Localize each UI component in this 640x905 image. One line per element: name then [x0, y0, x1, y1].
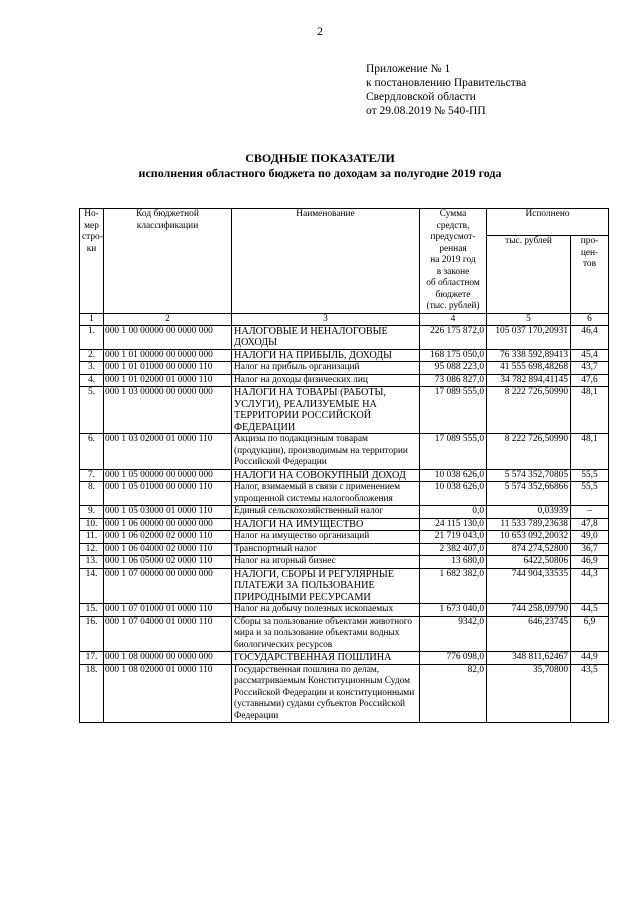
name-cell: НАЛОГИ НА ИМУЩЕСТВО [232, 518, 420, 531]
row-number-cell: 13. [80, 556, 104, 569]
executed-amount-cell: 646,23745 [487, 616, 571, 652]
header-name: Наименование [232, 209, 420, 314]
planned-amount-cell: 13 680,0 [420, 556, 487, 569]
code-cell: 000 1 07 01000 01 0000 110 [104, 604, 232, 617]
appendix-line: к постановлению Правительства [366, 77, 527, 89]
header-text: предусмот- [430, 232, 476, 242]
executed-amount-cell: 744 904,33535 [487, 568, 571, 604]
row-number-cell: 16. [80, 616, 104, 652]
header-executed-rubles: тыс. рублей [487, 236, 571, 313]
code-cell: 000 1 06 05000 02 0000 110 [104, 556, 232, 569]
table-row [80, 543, 609, 556]
planned-amount-cell: 82,0 [420, 664, 487, 723]
percent-cell: 44,9 [571, 652, 609, 665]
percent-cell: 6,9 [571, 616, 609, 652]
row-number-cell: 6. [80, 434, 104, 470]
percent-cell: 43,5 [571, 664, 609, 723]
executed-amount-cell: 41 555 698,48268 [487, 362, 571, 375]
name-cell: НАЛОГИ НА СОВОКУПНЫЙ ДОХОД [232, 469, 420, 482]
name-cell: Налог, взимаемый в связи с применением упрощенной системы налогообложения [232, 482, 420, 506]
percent-cell: 46,4 [571, 325, 609, 349]
code-cell: 000 1 06 00000 00 0000 000 [104, 518, 232, 531]
executed-amount-cell: 11 533 789,23638 [487, 518, 571, 531]
percent-cell: 55,5 [571, 482, 609, 506]
appendix-line: от 29.08.2019 № 540-ПП [366, 105, 486, 117]
header-text: мер [84, 220, 99, 231]
header-code [104, 209, 232, 314]
name-cell: Налог на прибыль организаций [232, 362, 420, 375]
percent-cell: 45,4 [571, 349, 609, 362]
name-cell: Сборы за пользование объектами животного мира и за пользование объектами водных биологических ресурсов [232, 616, 420, 652]
header-text: ренная [439, 243, 467, 254]
name-cell: Налог на добычу полезных ископаемых [232, 604, 420, 617]
percent-cell: 46,9 [571, 556, 609, 569]
name-cell: Налог на игорный бизнес [232, 556, 420, 569]
percent-cell: – [571, 506, 609, 519]
header-text: Код бюджетной [136, 209, 199, 219]
header-text: стро- [82, 232, 103, 242]
header-text: средств, [436, 220, 470, 231]
executed-amount-cell: 8 222 726,50990 [487, 387, 571, 434]
name-cell: Государственная пошлина по делам, рассматриваемым Конституционным Судом Российской Федерации и конституционными (уставными) судами субъектов Российской Федерации [232, 664, 420, 723]
row-number-cell: 11. [80, 531, 104, 544]
row-number-cell: 1. [80, 325, 104, 349]
planned-amount-cell: 17 089 555,0 [420, 434, 487, 470]
executed-amount-cell: 5 574 352,70805 [487, 469, 571, 482]
code-cell: 000 1 07 04000 01 0000 110 [104, 616, 232, 652]
header-text: Но- [84, 209, 99, 219]
header-executed: Исполнено [487, 209, 609, 236]
header-text: в законе [436, 266, 470, 277]
name-cell: Налог на доходы физических лиц [232, 374, 420, 387]
header-text: про- [580, 236, 599, 247]
executed-amount-cell: 35,70800 [487, 664, 571, 723]
code-cell: 000 1 00 00000 00 0000 000 [104, 325, 232, 349]
name-cell: Единый сельскохозяйственный налог [232, 506, 420, 519]
name-cell: НАЛОГОВЫЕ И НЕНАЛОГОВЫЕ ДОХОДЫ [232, 325, 420, 349]
row-number-cell: 10. [80, 518, 104, 531]
percent-cell: 43,7 [571, 362, 609, 375]
name-cell: ГОСУДАРСТВЕННАЯ ПОШЛИНА [232, 652, 420, 665]
column-index: 1 [80, 313, 104, 325]
row-number-cell: 14. [80, 568, 104, 604]
row-number-cell: 7. [80, 469, 104, 482]
code-cell: 000 1 06 02000 02 0000 110 [104, 531, 232, 544]
planned-amount-cell: 73 086 827,0 [420, 374, 487, 387]
name-cell: НАЛОГИ, СБОРЫ И РЕГУЛЯРНЫЕ ПЛАТЕЖИ ЗА ПОЛЬЗОВАНИЕ ПРИРОДНЫМИ РЕСУРСАМИ [232, 568, 420, 604]
row-number-cell: 17. [80, 652, 104, 665]
code-cell: 000 1 07 00000 00 0000 000 [104, 568, 232, 604]
planned-amount-cell: 21 719 043,0 [420, 531, 487, 544]
column-index: 5 [487, 313, 571, 325]
row-number-cell: 12. [80, 543, 104, 556]
header-percent [571, 236, 609, 313]
row-number-cell: 4. [80, 374, 104, 387]
table-row [80, 374, 609, 387]
percent-cell: 44,3 [571, 568, 609, 604]
document-title [0, 151, 640, 181]
table-row [80, 349, 609, 362]
name-cell: НАЛОГИ НА ТОВАРЫ (РАБОТЫ, УСЛУГИ), РЕАЛИЗУЕМЫЕ НА ТЕРРИТОРИИ РОССИЙСКОЙ ФЕДЕРАЦИИ [232, 387, 420, 434]
code-cell: 000 1 01 00000 00 0000 000 [104, 349, 232, 362]
code-cell: 000 1 01 02000 01 0000 110 [104, 374, 232, 387]
planned-amount-cell: 17 089 555,0 [420, 387, 487, 434]
table-row [80, 469, 609, 482]
column-index-row [80, 313, 609, 325]
revenue-table [79, 208, 609, 723]
name-cell: Налог на имущество организаций [232, 531, 420, 544]
code-cell: 000 1 08 02000 01 0000 110 [104, 664, 232, 723]
row-number-cell: 9. [80, 506, 104, 519]
percent-cell: 47,8 [571, 518, 609, 531]
planned-amount-cell: 10 038 626,0 [420, 482, 487, 506]
percent-cell: 44,5 [571, 604, 609, 617]
executed-amount-cell: 8 222 726,50990 [487, 434, 571, 470]
planned-amount-cell: 95 088 223,0 [420, 362, 487, 375]
appendix-block [366, 62, 526, 118]
table-row [80, 325, 609, 349]
planned-amount-cell: 24 115 130,0 [420, 518, 487, 531]
table-row [80, 556, 609, 569]
header-text: об областном [426, 278, 480, 288]
table-row [80, 604, 609, 617]
executed-amount-cell: 10 653 092,20032 [487, 531, 571, 544]
row-number-cell: 2. [80, 349, 104, 362]
appendix-line: Свердловской области [366, 91, 476, 103]
executed-amount-cell: 874 274,52800 [487, 543, 571, 556]
table-row [80, 518, 609, 531]
header-text: на 2019 год [430, 255, 476, 265]
planned-amount-cell: 0,0 [420, 506, 487, 519]
executed-amount-cell: 6422,50806 [487, 556, 571, 569]
table-row [80, 652, 609, 665]
planned-amount-cell: 1 673 040,0 [420, 604, 487, 617]
planned-amount-cell: 226 175 872,0 [420, 325, 487, 349]
table-row [80, 531, 609, 544]
executed-amount-cell: 5 574 352,66866 [487, 482, 571, 506]
header-text: бюджете [435, 289, 471, 300]
table-row [80, 568, 609, 604]
executed-amount-cell: 0,03939 [487, 506, 571, 519]
name-cell: Транспортный налог [232, 543, 420, 556]
code-cell: 000 1 05 00000 00 0000 000 [104, 469, 232, 482]
table-row [80, 362, 609, 375]
table-row [80, 506, 609, 519]
planned-amount-cell: 9342,0 [420, 616, 487, 652]
subtitle-line: исполнения областного бюджета по доходам за полугодие 2019 года [138, 166, 502, 180]
row-number-cell: 5. [80, 387, 104, 434]
column-index: 4 [420, 313, 487, 325]
executed-amount-cell: 348 811,62467 [487, 652, 571, 665]
header-text: ки [86, 243, 97, 254]
planned-amount-cell: 2 382 407,0 [420, 543, 487, 556]
table-row [80, 387, 609, 434]
percent-cell: 49,0 [571, 531, 609, 544]
planned-amount-cell: 10 038 626,0 [420, 469, 487, 482]
header-row-number [80, 209, 104, 314]
planned-amount-cell: 168 175 050,0 [420, 349, 487, 362]
code-cell: 000 1 05 01000 00 0000 110 [104, 482, 232, 506]
executed-amount-cell: 105 037 170,20931 [487, 325, 571, 349]
code-cell: 000 1 05 03000 01 0000 110 [104, 506, 232, 519]
title-line: СВОДНЫЕ ПОКАЗАТЕЛИ [245, 151, 395, 165]
header-planned-sum [420, 209, 487, 314]
page-number: 2 [317, 24, 323, 38]
code-cell: 000 1 03 02000 01 0000 110 [104, 434, 232, 470]
column-index: 2 [104, 313, 232, 325]
header-text: Сумма [439, 209, 467, 219]
name-cell: Акцизы по подакцизным товарам (продукции), производимым на территории Российской Федерации [232, 434, 420, 470]
header-text: классификации [136, 220, 199, 231]
header-text: цен- [580, 247, 599, 258]
header-row [80, 209, 609, 236]
column-index: 3 [232, 313, 420, 325]
executed-amount-cell: 76 338 592,89413 [487, 349, 571, 362]
percent-cell: 47,6 [571, 374, 609, 387]
row-number-cell: 18. [80, 664, 104, 723]
planned-amount-cell: 776 098,0 [420, 652, 487, 665]
percent-cell: 48,1 [571, 434, 609, 470]
table-row [80, 664, 609, 723]
table-row [80, 434, 609, 470]
row-number-cell: 3. [80, 362, 104, 375]
code-cell: 000 1 01 01000 00 0000 110 [104, 362, 232, 375]
row-number-cell: 15. [80, 604, 104, 617]
planned-amount-cell: 1 682 382,0 [420, 568, 487, 604]
executed-amount-cell: 34 782 894,41145 [487, 374, 571, 387]
percent-cell: 36,7 [571, 543, 609, 556]
header-text: тов [582, 259, 597, 270]
executed-amount-cell: 744 258,09790 [487, 604, 571, 617]
name-cell: НАЛОГИ НА ПРИБЫЛЬ, ДОХОДЫ [232, 349, 420, 362]
percent-cell: 48,1 [571, 387, 609, 434]
table-row [80, 616, 609, 652]
percent-cell: 55,5 [571, 469, 609, 482]
table-row [80, 482, 609, 506]
code-cell: 000 1 08 00000 00 0000 000 [104, 652, 232, 665]
appendix-line: Приложение № 1 [366, 63, 451, 75]
column-index: 6 [571, 313, 609, 325]
code-cell: 000 1 03 00000 00 0000 000 [104, 387, 232, 434]
header-text: (тыс. рублей) [426, 301, 480, 311]
code-cell: 000 1 06 04000 02 0000 110 [104, 543, 232, 556]
row-number-cell: 8. [80, 482, 104, 506]
